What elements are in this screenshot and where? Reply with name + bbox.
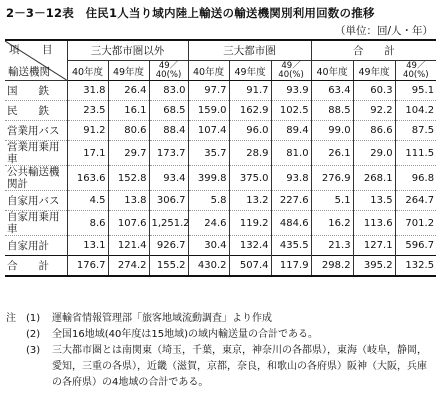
year49-header: 49年度	[353, 61, 395, 81]
table-cell: 26.4	[108, 81, 149, 101]
table-cell: 264.7	[395, 191, 436, 211]
table-cell: 5.1	[311, 191, 353, 211]
table-row	[5, 166, 436, 191]
table-cell: 24.6	[188, 211, 229, 236]
table-cell: 31.8	[67, 81, 108, 101]
header-row-groups	[5, 40, 436, 61]
table-cell: 13.5	[353, 191, 395, 211]
table-cell: 1,251.2	[149, 211, 188, 236]
table-cell: 13.2	[229, 191, 271, 211]
table-cell: 16.1	[108, 101, 149, 121]
table-cell: 13.1	[67, 236, 108, 256]
group-header-metro: 三大都市圏	[188, 40, 311, 61]
table-cell: 93.8	[271, 166, 311, 191]
ratio-header: 49／40(%)	[149, 61, 188, 81]
table-cell: 117.9	[271, 256, 311, 277]
table-cell: 63.4	[311, 81, 353, 101]
group-header-non-metro: 三大都市圏以外	[67, 40, 188, 61]
table-cell: 306.7	[149, 191, 188, 211]
table-cell: 89.4	[271, 121, 311, 141]
row-label: 公共輸送機関計	[5, 166, 67, 191]
table-cell: 91.7	[229, 81, 271, 101]
table-cell: 395.2	[353, 256, 395, 277]
table-cell: 155.2	[149, 256, 188, 277]
table-cell: 162.9	[229, 101, 271, 121]
table-cell: 88.4	[149, 121, 188, 141]
data-table	[5, 39, 436, 277]
table-cell: 111.5	[395, 141, 436, 166]
note-item	[6, 311, 436, 327]
notes	[6, 311, 436, 391]
table-cell: 132.5	[395, 256, 436, 277]
table-cell: 4.5	[67, 191, 108, 211]
table-cell: 13.8	[108, 191, 149, 211]
ratio-header: 49／40(%)	[271, 61, 311, 81]
table-cell: 159.0	[188, 101, 229, 121]
table-cell: 68.5	[149, 101, 188, 121]
row-label: 自家用乗用車	[5, 211, 67, 236]
table-cell: 29.7	[108, 141, 149, 166]
note-number: (3)	[26, 345, 41, 356]
table-cell: 176.7	[67, 256, 108, 277]
table-cell: 17.1	[67, 141, 108, 166]
header-row-years	[5, 61, 436, 81]
table-cell: 8.6	[67, 211, 108, 236]
note-text: 全国16地域(40年度は15地域)の域内輸送量の合計である。	[52, 329, 318, 340]
table-cell: 97.7	[188, 81, 229, 101]
header-corner	[5, 40, 67, 81]
table-cell: 23.5	[67, 101, 108, 121]
notes-label: 注	[6, 313, 16, 324]
table-cell: 375.0	[229, 166, 271, 191]
note-text: 三大都市圏とは南関東（埼玉，千葉，東京，神奈川の各都県），東海（岐阜，静岡，愛知，三重の各県），近畿（滋賀，京都，奈良，和歌山の各府県）阪神（大阪，兵庫の各府県）の4地域の合計である。	[52, 345, 427, 388]
table-cell: 926.7	[149, 236, 188, 256]
year40-header: 40年度	[188, 61, 229, 81]
group-header-total: 合 計	[311, 40, 436, 61]
table-cell: 121.4	[108, 236, 149, 256]
table-cell: 484.6	[271, 211, 311, 236]
table-cell: 399.8	[188, 166, 229, 191]
table-cell: 60.3	[353, 81, 395, 101]
row-label: 国 鉄	[5, 81, 67, 101]
table-cell: 107.6	[108, 211, 149, 236]
table-cell: 507.4	[229, 256, 271, 277]
row-label: 自家用バス	[5, 191, 67, 211]
ratio-header: 49／40(%)	[395, 61, 436, 81]
table-row	[5, 191, 436, 211]
table-cell: 435.5	[271, 236, 311, 256]
table-row	[5, 121, 436, 141]
table-cell: 86.6	[353, 121, 395, 141]
table-cell: 35.7	[188, 141, 229, 166]
header-mode-label: 輸送機関	[8, 66, 50, 78]
table-cell: 227.6	[271, 191, 311, 211]
table-row	[5, 141, 436, 166]
table-cell: 29.0	[353, 141, 395, 166]
year40-header: 40年度	[67, 61, 108, 81]
table-cell: 88.5	[311, 101, 353, 121]
row-label: 合 計	[5, 256, 67, 277]
table-cell: 163.6	[67, 166, 108, 191]
table-cell: 87.5	[395, 121, 436, 141]
year40-header: 40年度	[311, 61, 353, 81]
row-label: 民 鉄	[5, 101, 67, 121]
table-cell: 132.4	[229, 236, 271, 256]
table-cell: 276.9	[311, 166, 353, 191]
table-cell: 99.0	[311, 121, 353, 141]
table-cell: 127.1	[353, 236, 395, 256]
table-row	[5, 101, 436, 121]
table-cell: 28.9	[229, 141, 271, 166]
table-cell: 26.1	[311, 141, 353, 166]
table-cell: 102.5	[271, 101, 311, 121]
table-cell: 81.0	[271, 141, 311, 166]
table-cell: 173.7	[149, 141, 188, 166]
table-cell: 95.1	[395, 81, 436, 101]
year49-header: 49年度	[108, 61, 149, 81]
row-label: 営業用乗用車	[5, 141, 67, 166]
table-cell: 83.0	[149, 81, 188, 101]
table-row	[5, 211, 436, 236]
unit-label: （単位：回/人・年）	[334, 25, 433, 37]
table-cell: 701.2	[395, 211, 436, 236]
row-label: 自家用計	[5, 236, 67, 256]
table-cell: 268.1	[353, 166, 395, 191]
table-cell: 21.3	[311, 236, 353, 256]
table-cell: 96.0	[229, 121, 271, 141]
header-item-label: 項 目	[9, 44, 59, 56]
table-cell: 96.8	[395, 166, 436, 191]
table-cell: 119.2	[229, 211, 271, 236]
note-item	[6, 327, 436, 343]
table-title: 2－3－12表 住民1人当り域内陸上輸送の輸送機関別利用回数の推移	[6, 6, 375, 20]
table-cell: 91.2	[67, 121, 108, 141]
table-cell: 113.6	[353, 211, 395, 236]
table-row	[5, 81, 436, 101]
table-cell: 93.9	[271, 81, 311, 101]
table-cell: 5.8	[188, 191, 229, 211]
table-cell: 107.4	[188, 121, 229, 141]
table-cell: 596.7	[395, 236, 436, 256]
table-row	[5, 256, 436, 277]
table-cell: 93.4	[149, 166, 188, 191]
table-cell: 30.4	[188, 236, 229, 256]
note-text: 運輸省情報管理部「旅客地域流動調査」より作成	[52, 313, 272, 324]
table-cell: 430.2	[188, 256, 229, 277]
row-label: 営業用バス	[5, 121, 67, 141]
table-cell: 80.6	[108, 121, 149, 141]
note-number: (2)	[26, 329, 41, 340]
note-number: (1)	[26, 313, 41, 324]
table-body	[5, 81, 436, 277]
year49-header: 49年度	[229, 61, 271, 81]
table-cell: 274.2	[108, 256, 149, 277]
table-cell: 92.2	[353, 101, 395, 121]
note-item	[6, 343, 436, 391]
table-cell: 298.2	[311, 256, 353, 277]
table-cell: 104.2	[395, 101, 436, 121]
table-cell: 152.8	[108, 166, 149, 191]
table-row	[5, 236, 436, 256]
table-cell: 16.2	[311, 211, 353, 236]
